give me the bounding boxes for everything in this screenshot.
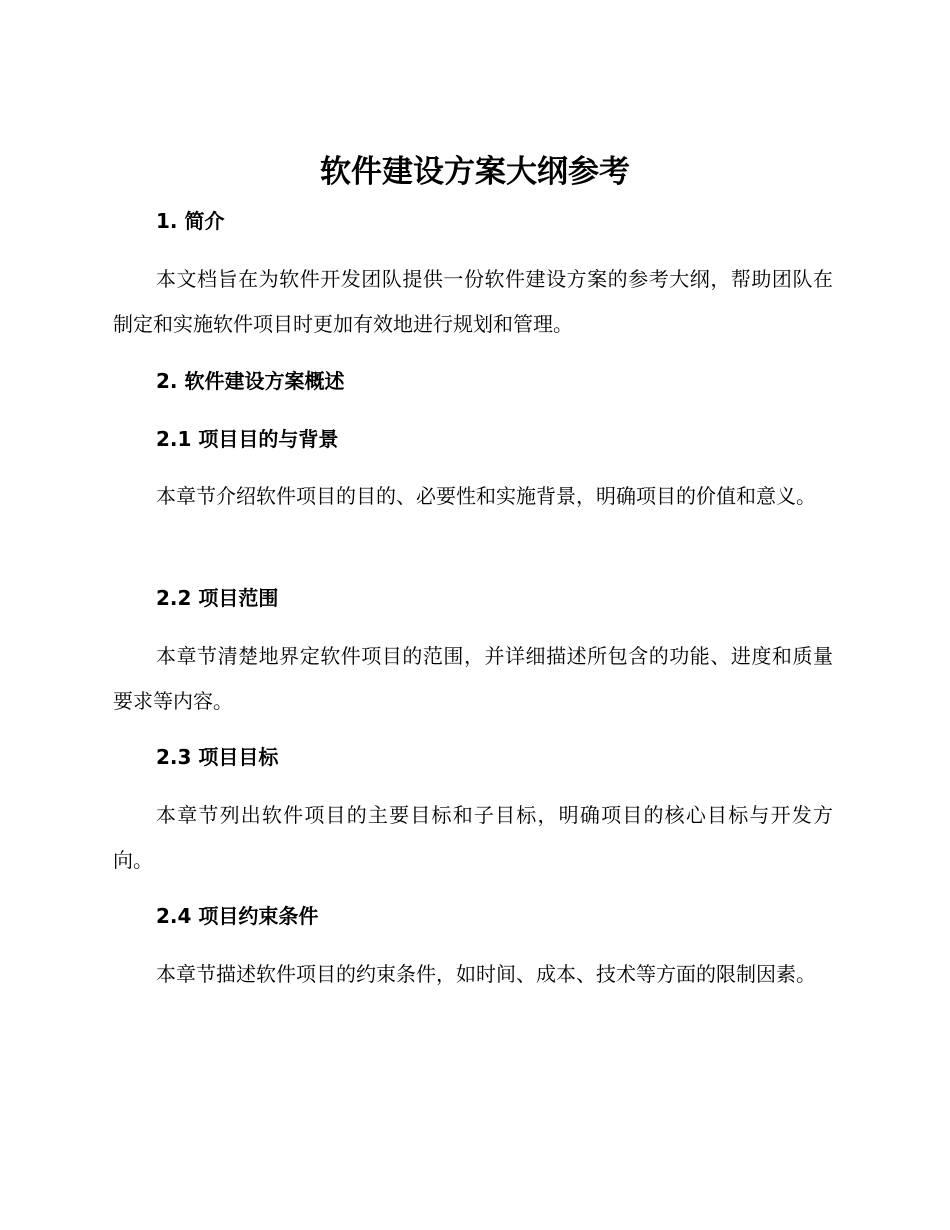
paragraph-purpose: 本章节介绍软件项目的目的、必要性和实施背景，明确项目的价值和意义。	[156, 484, 816, 508]
section-heading-overview: 2. 软件建设方案概述	[156, 369, 345, 393]
section-heading-scope: 2.2 项目范围	[156, 586, 279, 610]
section-heading-goals: 2.3 项目目标	[156, 745, 279, 769]
section-heading-constraints: 2.4 项目约束条件	[156, 904, 319, 928]
paragraph-goals: 本章节列出软件项目的主要目标和子目标，明确项目的核心目标与开发方向。	[113, 803, 833, 872]
paragraph-scope: 本章节清楚地界定软件项目的范围，并详细描述所包含的功能、进度和质量要求等内容。	[113, 644, 833, 713]
paragraph-constraints: 本章节描述软件项目的约束条件，如时间、成本、技术等方面的限制因素。	[156, 962, 816, 986]
section-heading-intro: 1. 简介	[156, 209, 225, 233]
document-title: 软件建设方案大纲参考	[320, 154, 630, 190]
section-heading-purpose: 2.1 项目目的与背景	[156, 427, 339, 451]
paragraph-intro: 本文档旨在为软件开发团队提供一份软件建设方案的参考大纲，帮助团队在制定和实施软件项目时更加有效地进行规划和管理。	[113, 267, 833, 336]
